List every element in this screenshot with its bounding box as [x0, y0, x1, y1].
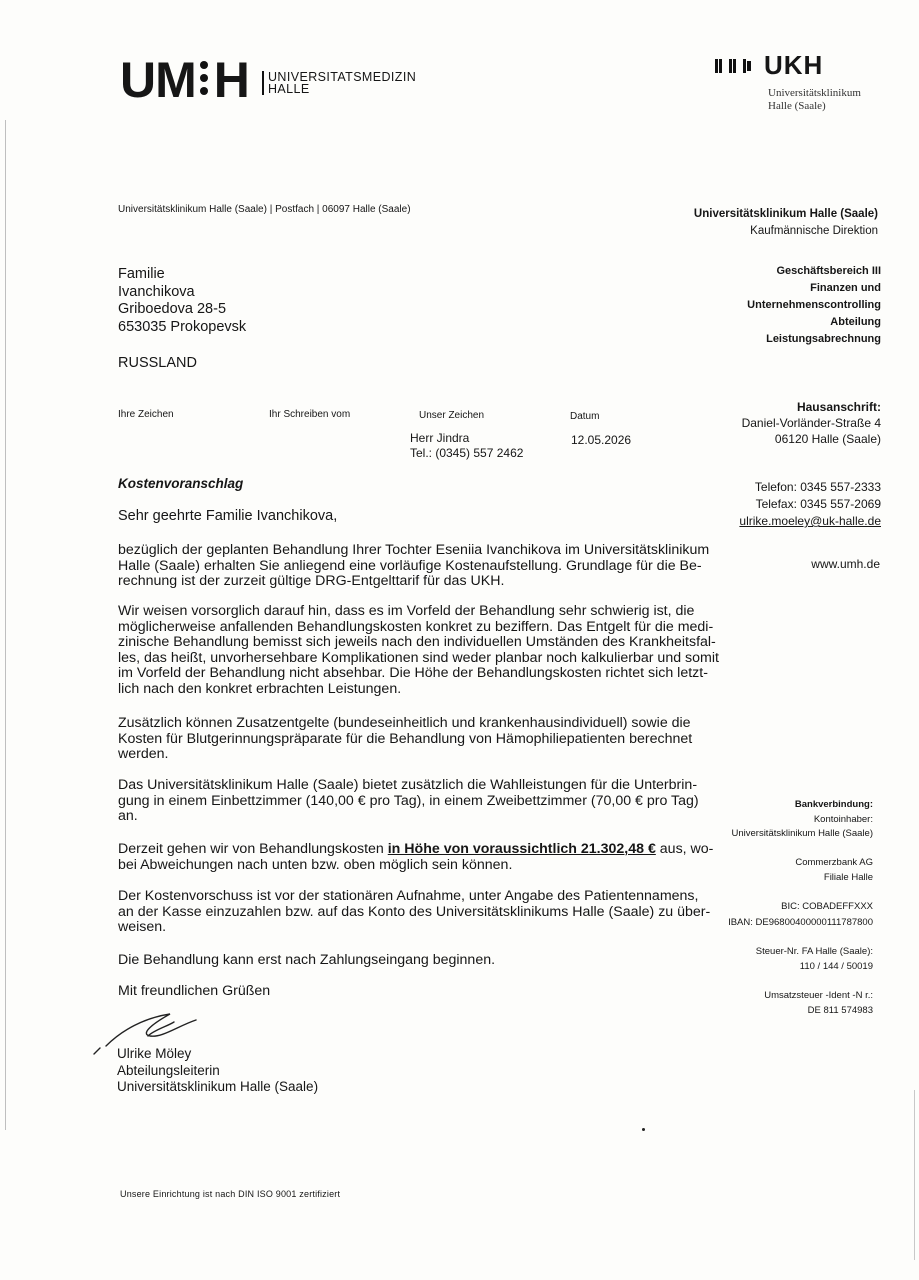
ukh-logo — [714, 50, 823, 81]
website-link[interactable]: www.umh.de — [811, 557, 880, 571]
closing: Mit freundlichen Grüßen — [118, 983, 271, 999]
department-header: Universitätsklinikum Halle (Saale) Kaufmännische Direktion — [693, 208, 878, 237]
subject: Kostenvoranschlag — [118, 476, 244, 491]
paragraph-2: Wir weisen vorsorglich darauf hin, dass es im Vorfeld der Behandlung sehr schwierig ist, die möglicherweise anfallenden Behandlungskosten konkret zu beziffern. Das Entgelt für die medi- zinische Behandlung bemisst sich jeweils nach den individuellen Umständen des Krankheitsfal- les, das heißt, unvorhersehbare Komplikationen sind weder planbar noch kalkulierbar und somit im Vorfeld der Behandlung nicht absehbar. Die Höhe der Behandlungskosten richtet sich letzt- lich nach den konkret erbrachten Leistungen. — [118, 603, 719, 697]
recipient-country: RUSSLAND — [118, 355, 197, 371]
unser-zeichen-value: Herr Jindra Tel.: (0345) 557 2462 — [410, 431, 524, 460]
bank-codes: BIC: COBADEFFXXX IBAN: DE96800400000111787800 — [728, 901, 873, 928]
paragraph-4: Das Universitätsklinikum Halle (Saale) bietet zusätzlich die Wahlleistungen für die Unterbrin- gung in einem Einbettzimmer (140,00 € pro Tag), in einem Zweibettzimmer (70,00 € pro Tag) an. — [118, 777, 699, 825]
unser-zeichen-label: Unser Zeichen — [419, 410, 485, 421]
email-link[interactable]: ulrike.moeley@uk-halle.de — [739, 514, 881, 528]
tax-number: Steuer-Nr. FA Halle (Saale): 110 / 144 / 50019 — [755, 946, 873, 972]
umh-line1: UNIVERSITATSMEDIZIN — [268, 70, 417, 84]
umh-logo: UM H — [120, 52, 249, 108]
datum-label: Datum — [570, 411, 600, 422]
scan-speck — [642, 1128, 645, 1131]
paragraph-6: Der Kostenvorschuss ist vor der stationären Aufnahme, unter Angabe des Patientennamens, an der Kasse einzuzahlen bzw. auf das Konto des Universitätsklinikums Halle (Saale) zu über- weisen. — [118, 888, 711, 936]
salutation: Sehr geehrte Familie Ivanchikova, — [118, 508, 338, 524]
ukh-wordmark: UKH — [764, 50, 824, 80]
vat-id: Umsatzsteuer -Ident -N r.: DE 811 574983 — [764, 990, 873, 1016]
sender-line: Universitätsklinikum Halle (Saale) | Postfach | 06097 Halle (Saale) — [118, 204, 411, 215]
bank-details: Bankverbindung: Kontoinhaber: Universitätsklinikum Halle (Saale) — [731, 799, 873, 839]
paragraph-7: Die Behandlung kann erst nach Zahlungseingang beginnen. — [118, 952, 496, 968]
datum-value: 12.05.2026 — [571, 433, 632, 447]
paragraph-1: bezüglich der geplanten Behandlung Ihrer Tochter Eseniia Ivanchikova im Universitätsklinikum Halle (Saale) erhalten Sie anliegend eine vorläufige Kostenaufstellung. Grundlage für die Be- rechnung ist der zurzeit gültige DRG-Entgelttarif für das UKH. — [118, 542, 710, 590]
bank-name: Commerzbank AG Filiale Halle — [795, 857, 873, 883]
ukh-bars-icon — [714, 55, 758, 77]
umh-logo-text — [262, 71, 416, 95]
umh-logo-letters: UM — [120, 52, 196, 108]
ukh-subtitle: Universitätsklinikum Halle (Saale) — [768, 87, 861, 112]
ihr-schreiben-label: Ihr Schreiben vom — [269, 409, 351, 420]
umh-line2: HALLE — [268, 82, 310, 96]
footer-certification: Unsere Einrichtung ist nach DIN ISO 9001 zertifiziert — [120, 1189, 341, 1199]
signer-block: Ulrike Möley Abteilungsleiterin Universitätsklinikum Halle (Saale) — [117, 1046, 319, 1094]
scan-edge-left — [5, 120, 6, 1130]
recipient-address: Familie Ivanchikova Griboedova 28-5 653035 Prokopevsk — [118, 266, 247, 335]
department-unit: Geschäftsbereich III Finanzen und Unternehmenscontrolling Abteilung Leistungsabrechnung — [747, 265, 881, 345]
paragraph-3: Zusätzlich können Zusatzentgelte (bundeseinheitlich und krankenhausindividuell) sowie die Kosten für Blutgerinnungspräparate für die Behandlung von Hämophiliepatienten berechnet werden. — [118, 715, 693, 763]
cost-estimate-amount: in Höhe von voraussichtlich 21.302,48 € — [387, 841, 656, 857]
contact-block: Telefon: 0345 557-2333 Telefax: 0345 557-2069 ulrike.moeley@uk-halle.de — [739, 480, 881, 528]
umh-logo-dots — [198, 59, 210, 93]
ihre-zeichen-label: Ihre Zeichen — [118, 409, 174, 420]
house-address: Hausanschrift: Daniel-Vorländer-Straße 4 06120 Halle (Saale) — [741, 400, 881, 446]
scan-edge-right — [914, 1090, 915, 1260]
paragraph-5: Derzeit gehen wir von Behandlungskosten in Höhe von voraussichtlich 21.302,48 € aus, wo- bei Abweichungen nach unten bzw. oben möglich sein können. — [118, 841, 714, 873]
